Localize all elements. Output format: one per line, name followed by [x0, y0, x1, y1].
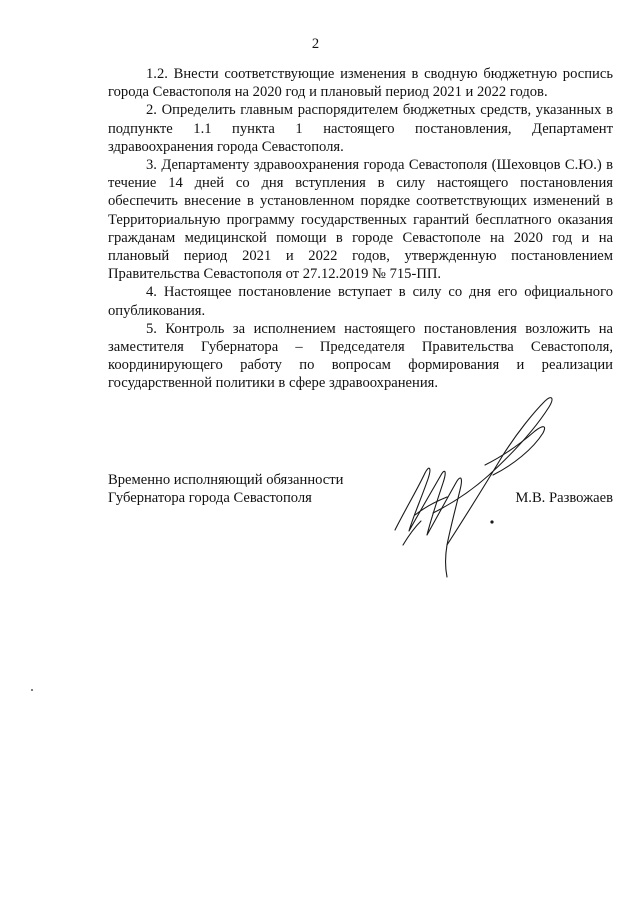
- signer-name: М.В. Развожаев: [515, 490, 613, 507]
- signer-title-line-2: Губернатора города Севастополя: [108, 490, 312, 507]
- paragraph-4: 4. Настоящее постановление вступает в силу со дня его официального опубликования.: [108, 284, 613, 319]
- paragraph-5: 5. Контроль за исполнением настоящего постановления возложить на заместителя Губернатора – Председателя Правительства Севастополя, координирующего работу по вопросам формирования и реализации государственной политики в сфере здравоохранения.: [108, 320, 613, 392]
- signer-title-line-1: Временно исполняющий обязанности: [108, 472, 344, 488]
- paragraph-3: 3. Департаменту здравоохранения города Севастополя (Шеховцов С.Ю.) в течение 14 дней со дня вступления в силу настоящего постановления обеспечить внесение в установленном порядке соответствующих изменений в Территориальную программу государственных гарантий бесплатного оказания гражданам медицинской помощи в городе Севастополе на 2020 год и на плановый период 2021 и 2022 годов, утвержденную постановлением Правительства Севастополя от 27.12.2019 № 715-ПП.: [108, 157, 613, 283]
- paragraph-2: 2. Определить главным распорядителем бюджетных средств, указанных в подпункте 1.1 пункта 1 настоящего постановления, Департамент здравоохранения города Севастополя.: [108, 102, 613, 155]
- document-body: [108, 65, 613, 393]
- handwritten-signature: [385, 395, 565, 585]
- page-number: 2: [311, 36, 320, 52]
- paragraph-1-2: 1.2. Внести соответствующие изменения в сводную бюджетную роспись города Севастополя на 2020 год и плановый период 2021 и 2022 годов.: [108, 66, 613, 101]
- scan-speck: [31, 689, 33, 691]
